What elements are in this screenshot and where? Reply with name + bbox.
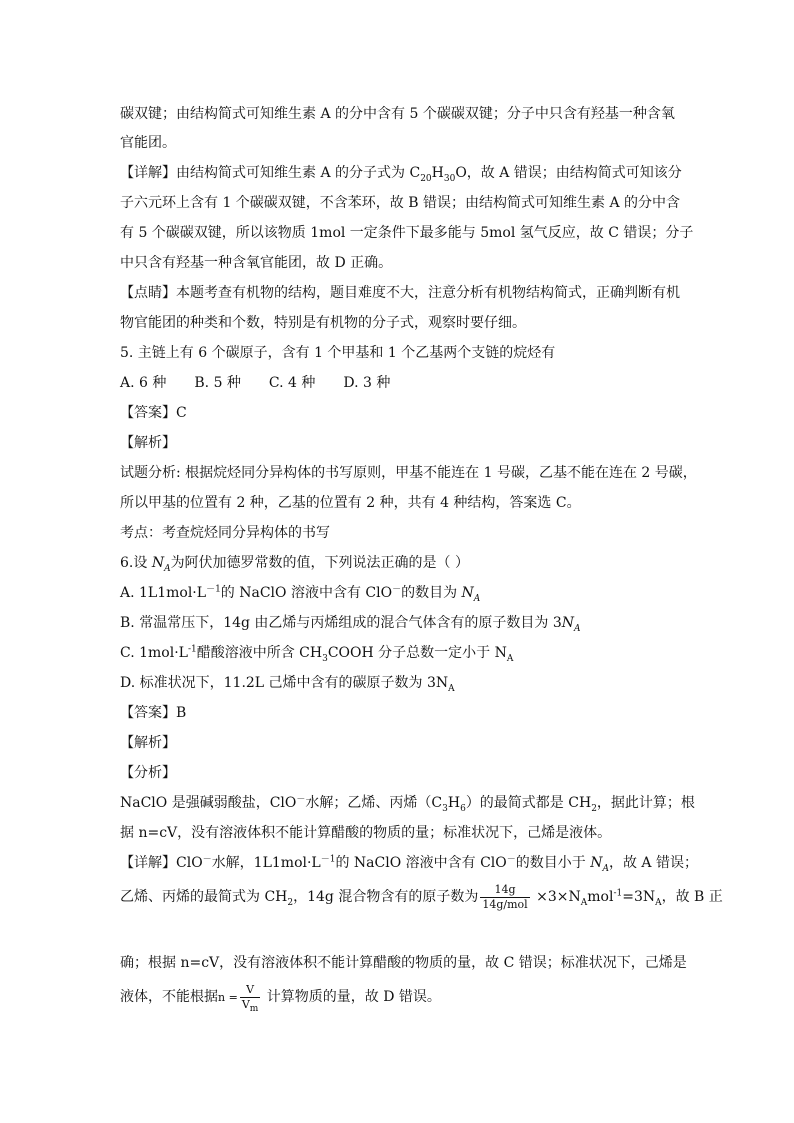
subscript: 30 [443,173,456,184]
prev-detail-line-1 [120,163,680,183]
subscript: A [655,897,662,908]
subscript: A [506,653,514,664]
text: V [241,997,250,1011]
prev-detail-line-4: 中只含有羟基一种含氧官能团，故 D 正确。 [120,255,393,271]
subscript: A [448,683,455,694]
text: ×3×N [531,889,581,905]
q5-option-c: C. 4 种 [268,375,316,391]
q5-option-b: B. 5 种 [194,375,241,391]
text: C. 1mol·L [120,645,188,661]
text: H [431,165,444,181]
text: ，故 A 错误； [608,855,698,871]
superscript: － [392,584,402,595]
fraction-v-over-vm [240,983,261,1012]
q6-detail-line-4 [120,980,680,1015]
q5-option-d: D. 3 种 [343,375,391,391]
q5-analysis-line-2: 所以甲基的位置有 2 种，乙基的位置有 2 种，共有 4 种结构，答案选 C。 [120,495,581,511]
text: 液体，不能根据 [120,989,218,1005]
subscript: 2 [287,897,294,908]
text: 的 NaClO 溶液中含有 ClO [335,855,507,871]
text: 的 NaClO 溶液中含有 ClO [220,585,393,601]
subscript: 3 [442,803,448,814]
text: 6.设 [120,555,152,571]
q5-options [120,373,680,393]
fraction-denominator: 14g/mol [482,897,528,911]
text: ，故 B 正 [661,889,723,905]
q6-analyze-line-2: 据 n=cV，没有溶液体积不能计算醋酸的物质的量；标准状况下，己烯是液体。 [120,825,612,841]
text: ，14g 混合物含有的原子数为 [293,889,479,905]
superscript: -1 [187,644,197,655]
q6-analysis-tag: 【解析】 [120,735,176,751]
q6-option-c [120,643,680,663]
text: 由结构简式可知维生素 A 的分子式为 C [176,165,421,181]
q6-detail-line-1 [120,853,698,874]
na-symbol: N [561,615,575,631]
superscript: －1 [320,854,336,865]
text: ）的最简式都是 CH [465,795,592,811]
fraction-numerator: 14g [480,883,529,898]
q6-option-d [120,673,680,693]
fraction-mass-over-molar-mass [480,883,529,912]
subscript: m [249,1003,259,1014]
q5-analysis-line-1: 试题分析: 根据烷烃同分异构体的书写原则，甲基不能连在 1 号碳，乙基不能在连在 2 号碳， [120,465,697,481]
na-symbol: N [590,855,603,871]
detail-tag: 【详解】 [120,855,176,871]
superscript: － [202,854,212,865]
q6-option-b [120,613,680,633]
superscript: － [506,854,516,865]
detail-tag: 【详解】 [120,165,176,181]
text: ，据此计算；根 [596,795,695,811]
q5-option-a: A. 6 种 [120,375,167,391]
prev-detail-line-3: 有 5 个碳碳双键，所以该物质 1mol 一定条件下最多能与 5mol 氢气反应，故 C 错误；分子 [120,225,694,241]
q6-analyze-tag: 【分析】 [120,765,176,781]
text: 乙烯、丙烯的最简式为 CH [120,889,288,905]
q6-answer: 【答案】B [120,705,187,721]
prev-detail-line-2: 子六元环上含有 1 个碳碳双键，不含苯环，故 B 错误；由结构简式可知维生素 A 的分中含 [120,195,681,211]
text: 水解；乙烯、丙烯（C [305,795,443,811]
superscript: -1 [613,888,623,899]
text: NaClO 是强碱弱酸盐，ClO [120,795,297,811]
na-symbol: N [461,585,474,601]
subscript: 2 [591,803,597,814]
q6-analyze-line-1 [120,793,695,814]
text: 本题考查有机物的结构，题目难度不大，注意分析有机物结构简式，正确判断有机 [176,285,680,301]
q6-option-a [120,583,680,603]
superscript: － [296,794,306,805]
prev-note-line-1 [120,283,680,303]
q6-stem [120,553,680,573]
text: 为阿伏加德罗常数的值，下列说法正确的是（ ） [170,555,470,571]
text: H [447,795,461,811]
na-symbol: N [151,555,165,571]
subscript: A [164,563,171,574]
text: =3N [622,889,656,905]
q5-analysis-tag: 【解析】 [120,435,176,451]
formula-n: n = [218,991,238,1004]
q5-answer: 【答案】C [120,405,187,421]
subscript: A [602,863,609,874]
text: 的数目为 [401,585,462,601]
subscript: 20 [420,173,432,184]
prev-analysis-line-2: 官能团。 [120,135,176,151]
subscript: A [574,623,581,634]
text: 的数目小于 [515,855,591,871]
text: A. 1L1mol·L [120,585,207,601]
subscript: 3 [322,653,328,664]
q6-detail-line-3: 确；根据 n=cV，没有溶液体积不能计算醋酸的物质的量，故 C 错误；标准状况下，己烯是 [120,955,687,971]
subscript: A [473,593,481,604]
text: ClO [176,855,203,871]
q5-stem: 5. 主链上有 6 个碳原子，含有 1 个甲基和 1 个乙基两个支链的烷烃有 [120,345,556,361]
note-tag: 【点睛】 [120,285,176,301]
fraction-numerator: V [240,983,261,998]
prev-analysis-line-1: 碳双键；由结构简式可知维生素 A 的分中含有 5 个碳碳双键；分子中只含有羟基一种含氧 [120,106,675,122]
text: COOH 分子总数一定小于 N [327,645,507,661]
text: O，故 A 错误；由结构简式可知该分 [455,165,682,181]
text: 醋酸溶液中所含 CH [196,645,323,661]
subscript: A [580,897,588,908]
superscript: －1 [206,584,221,595]
fraction-denominator [240,998,261,1012]
text: B. 常温常压下，14g 由乙烯与丙烯组成的混合气体含有的原子数目为 3 [120,615,562,631]
prev-note-line-2: 物官能团的种类和个数，特别是有机物的分子式，观察时要仔细。 [120,315,526,331]
q6-detail-line-2 [120,880,723,914]
text: D. 标准状况下，11.2L 己烯中含有的碳原子数为 3N [120,675,449,691]
q5-point: 考点：考查烷烃同分异构体的书写 [120,525,330,541]
subscript: 6 [460,803,466,814]
text: mol [587,889,614,905]
text: 水解，1L1mol·L [211,855,321,871]
text: 计算物质的量，故 D 错误。 [262,989,441,1005]
